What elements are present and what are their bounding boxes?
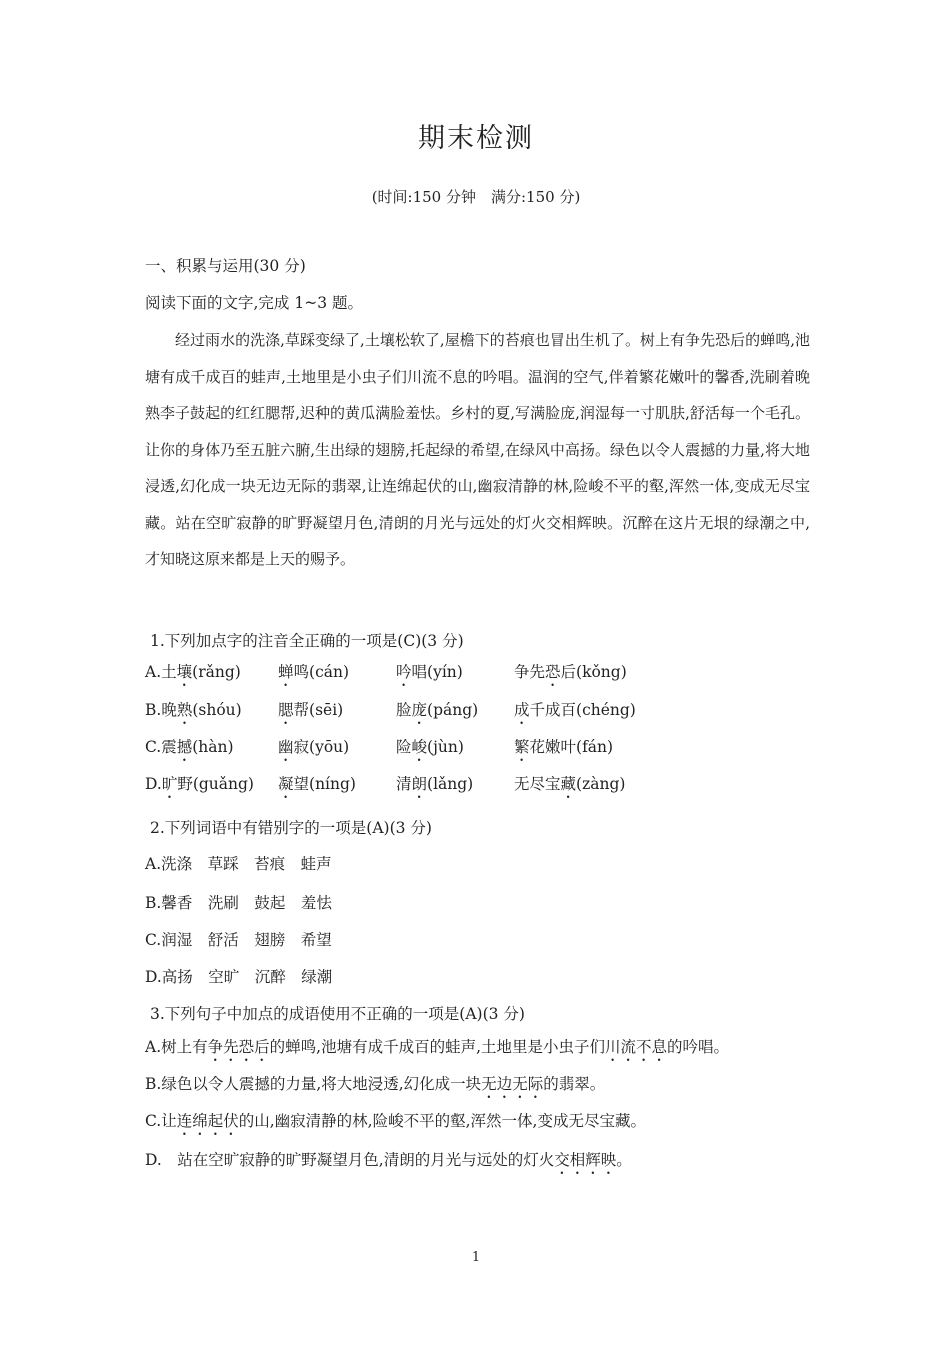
q3-option-d: D. 站在空旷寂静的旷野凝望月色,清朗的月光与远处的灯火交相辉映。 bbox=[145, 1151, 632, 1169]
page-title: 期末检测 bbox=[418, 123, 534, 154]
section-heading: 一、积累与运用(30 分) bbox=[145, 257, 306, 275]
q1-option-c-1: C.震撼(hàn) bbox=[145, 738, 234, 756]
page-number: 1 bbox=[471, 1250, 481, 1265]
q1-option-b-4: 成千成百(chéng) bbox=[514, 701, 636, 719]
q1-option-a-4: 争先恐后(kǒng) bbox=[514, 663, 627, 681]
q1-option-d-2: 凝望(níng) bbox=[278, 775, 356, 793]
q1-option-a-2: 蝉鸣(cán) bbox=[278, 663, 350, 681]
q2-option-d: D.高扬 空旷 沉醉 绿潮 bbox=[145, 968, 333, 986]
q1-option-d-4: 无尽宝藏(zàng) bbox=[514, 775, 626, 793]
q1-option-a-3: 吟唱(yín) bbox=[396, 663, 463, 681]
q1-option-d-3: 清朗(lǎng) bbox=[396, 775, 474, 793]
q1-option-b-3: 脸庞(páng) bbox=[396, 701, 479, 719]
reading-instruction: 阅读下面的文字,完成 1~3 题。 bbox=[145, 294, 363, 312]
q1-option-d-1: D.旷野(guǎng) bbox=[145, 775, 254, 793]
q3-option-b: B.绿色以令人震撼的力量,将大地浸透,幻化成一块无边无际的翡翠。 bbox=[145, 1075, 606, 1093]
q2-option-c: C.润湿 舒活 翅膀 希望 bbox=[145, 931, 332, 949]
q1-option-c-4: 繁花嫩叶(fán) bbox=[514, 738, 614, 756]
passage-text: 经过雨水的洗涤,草踩变绿了,土壤松软了,屋檐下的苔痕也冒出生机了。树上有争先恐后的蝉鸣,池塘有成千成百的蛙声,土地里是小虫子们川流不息的吟唱。温润的空气,伴着繁花嫩叶的馨香,洗刷着晚熟李子鼓起的红红腮帮,迟种的黄瓜满脸羞怯。乡村的夏,写满脸庞,润湿每一寸肌肤,舒活每一个毛孔。让你的身体乃至五脏六腑,生出绿的翅膀,托起绿的希望,在绿风中高扬。绿色以令人震撼的力量,将大地浸透,幻化成一块无边无际的翡翠,让连绵起伏的山,幽寂清静的林,险峻不平的壑,浑然一体,变成无尽宝藏。站在空旷寂静的旷野凝望月色,清朗的月光与远处的灯火交相辉映。沉醉在这片无垠的绿潮之中,才知晓这原来都是上天的赐予。 bbox=[145, 331, 810, 568]
q1-option-b-2: 腮帮(sēi) bbox=[278, 701, 344, 719]
q1-option-b-1: B.晚熟(shóu) bbox=[145, 701, 242, 719]
q2-option-b: B.馨香 洗刷 鼓起 羞怯 bbox=[145, 894, 332, 912]
exam-meta: (时间:150 分钟 满分:150 分) bbox=[371, 188, 581, 206]
q3-option-c: C.让连绵起伏的山,幽寂清静的林,险峻不平的壑,浑然一体,变成无尽宝藏。 bbox=[145, 1112, 646, 1130]
q1-option-c-3: 险峻(jùn) bbox=[396, 738, 464, 756]
q1-option-a-1: A.土壤(rǎng) bbox=[145, 663, 241, 681]
q2-option-a: A.洗涤 草踩 苔痕 蛙声 bbox=[145, 855, 332, 873]
question-1-stem: 1.下列加点字的注音全正确的一项是(C)(3 分) bbox=[150, 632, 464, 650]
q1-option-c-2: 幽寂(yōu) bbox=[278, 738, 350, 756]
q3-option-a: A.树上有争先恐后的蝉鸣,池塘有成千成百的蛙声,土地里是小虫子们川流不息的吟唱。 bbox=[145, 1038, 730, 1056]
reading-passage bbox=[145, 322, 810, 578]
question-2-stem: 2.下列词语中有错别字的一项是(A)(3 分) bbox=[150, 819, 432, 837]
question-3-stem: 3.下列句子中加点的成语使用不正确的一项是(A)(3 分) bbox=[150, 1005, 525, 1023]
